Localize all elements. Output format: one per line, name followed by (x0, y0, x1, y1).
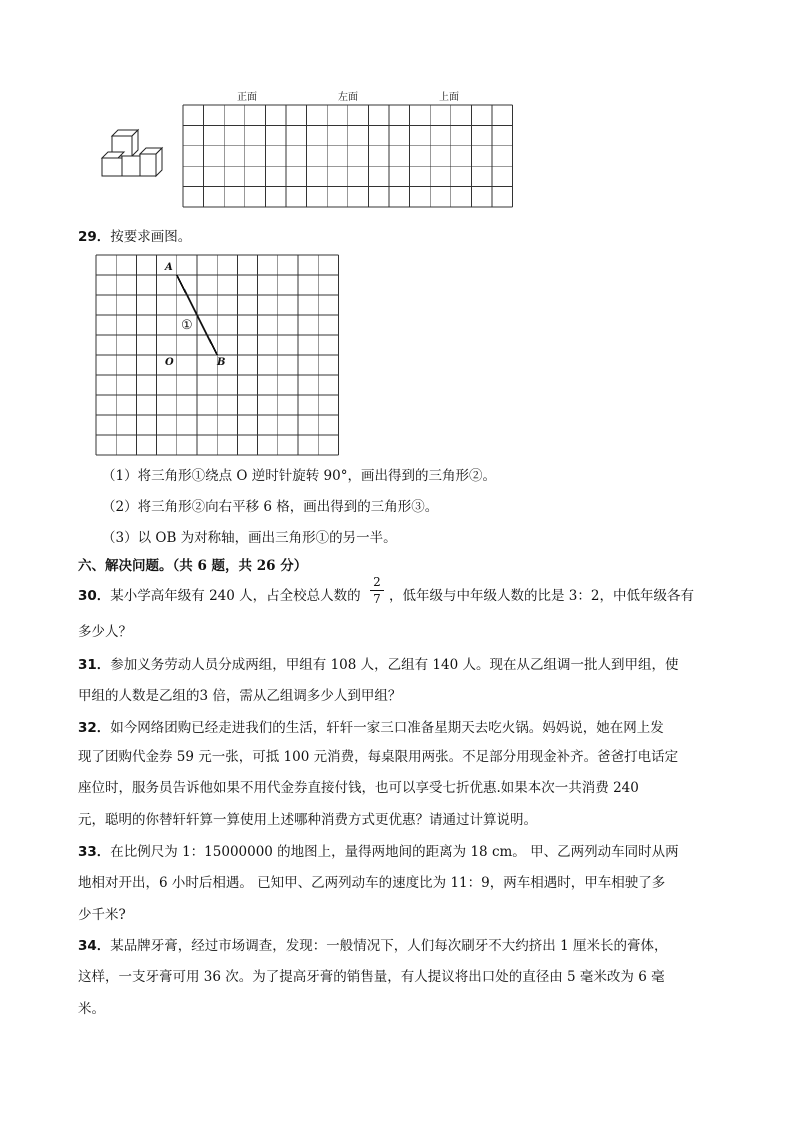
view-label-top: 上面 (439, 92, 459, 103)
q29-part-3: （3）以 OB 为对称轴，画出三角形①的另一半。 (102, 530, 397, 546)
question-31-line-1: 31．参加义务劳动人员分成两组，甲组有 108 人，乙组有 140 人。现在从乙组调一批人到甲组，使 (78, 657, 679, 673)
question-29 (78, 227, 191, 247)
question-number: 33． (78, 844, 111, 860)
question-34-line-1: 34．某品牌牙膏，经过市场调查，发现：一般情况下，人们每次刷牙不大约挤出 1 厘米长的膏体， (78, 938, 668, 954)
triangle-1-label: ① (181, 318, 193, 333)
drawing-grid-29 (95, 254, 339, 456)
point-a-label: A (165, 262, 173, 273)
question-number: 32． (78, 720, 111, 736)
view-label-front: 正面 (237, 92, 257, 103)
question-number: 34． (78, 938, 111, 954)
question-34-line-2: 这样，一支牙膏可用 36 次。为了提高牙膏的销售量，有人提议将出口处的直径由 5 毫米改为 6 毫 (78, 969, 665, 985)
view-drawing-grid (182, 104, 514, 208)
q29-part-1: （1）将三角形①绕点 O 逆时针旋转 90°，画出得到的三角形②。 (102, 468, 496, 484)
point-o-label: O (165, 357, 174, 368)
question-30-line-1b: ，低年级与中年级人数的比是 3：2，中低年级各有 (389, 588, 694, 604)
view-label-left: 左面 (338, 92, 358, 103)
question-number: 31． (78, 657, 111, 673)
question-32-line-4: 元，聪明的你替轩轩算一算使用上述哪种消费方式更优惠？请通过计算说明。 (78, 812, 537, 828)
fraction-2-7: 2 7 (370, 575, 384, 606)
question-30-line-1: 30．某小学高年级有 240 人，占全校总人数的 (78, 588, 361, 604)
point-b-label: B (217, 357, 226, 368)
question-number: 30． (78, 588, 111, 604)
q29-part-2: （2）将三角形②向右平移 6 格，画出得到的三角形③。 (102, 499, 439, 515)
question-32-line-2: 现了团购代金券 59 元一张，可抵 100 元消费，每桌限用两张。不足部分用现金补齐。爸爸打电话定 (78, 749, 679, 765)
question-33-line-3: 少千米? (78, 907, 126, 923)
section-6-title: 六、解决问题。（共 6 题，共 26 分） (78, 558, 308, 574)
question-30-line-2: 多少人？ (78, 624, 132, 640)
question-number: 29． (78, 229, 111, 245)
question-32-line-3: 座位时，服务员告诉他如果不用代金券直接付钱，也可以享受七折优惠.如果本次一共消费 240 (78, 780, 639, 796)
question-32-line-1: 32．如今网络团购已经走进我们的生活，轩轩一家三口准备星期天去吃火锅。妈妈说，她在网上发 (78, 720, 664, 736)
question-33-line-2: 地相对开出，6 小时后相遇。 已知甲、乙两列动车的速度比为 11：9，两车相遇时，甲车相驶了多 (78, 875, 666, 891)
question-34-line-3: 米。 (78, 1001, 105, 1017)
cube-stack-figure (100, 128, 164, 180)
question-33-line-1: 33．在比例尺为 1：15000000 的地图上，量得两地间的距离为 18 cm。 甲、乙两列动车同时从两 (78, 844, 679, 860)
question-text: 按要求画图。 (110, 229, 192, 245)
question-31-line-2: 甲组的人数是乙组的3 倍，需从乙组调多少人到甲组？ (78, 688, 402, 704)
